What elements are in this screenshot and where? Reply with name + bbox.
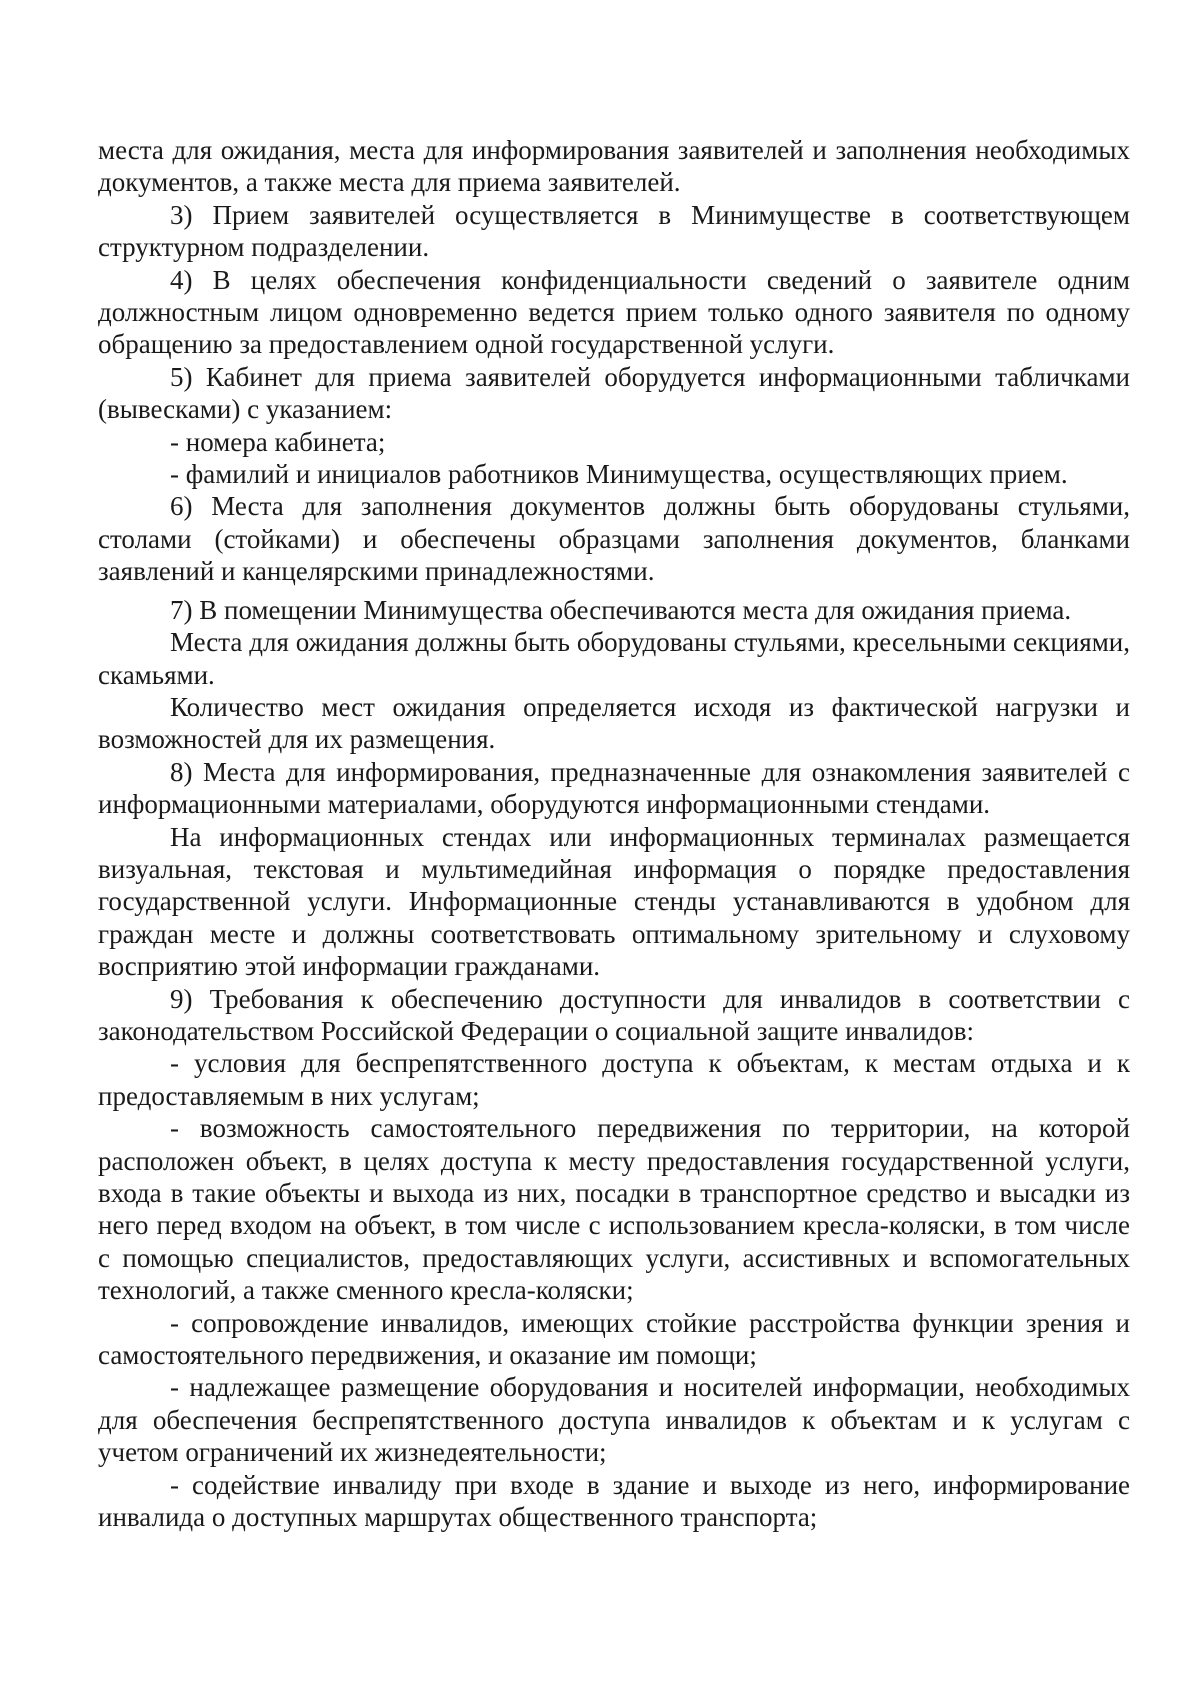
- paragraph-item-7: 7) В помещении Минимущества обеспечиваются места для ожидания приема.: [170, 594, 1072, 625]
- list-item-accompaniment: - сопровождение инвалидов, имеющих стойкие расстройства функции зрения и самостоятельного передвижения, и оказание им помощи;: [98, 1307, 1130, 1371]
- paragraph-item-4: 4) В целях обеспечения конфиденциальности сведений о заявителе одним должностным лицом одновременно ведется прием только одного заявителя по одному обращению за предоставлением одной государственной услуги.: [98, 264, 1130, 360]
- paragraph-waiting-places: Места для ожидания должны быть оборудованы стульями, кресельными секциями, скамьями.: [98, 627, 1130, 690]
- paragraph-item-5: 5) Кабинет для приема заявителей оборудуется информационными табличками (вывесками) с указанием:: [98, 361, 1130, 425]
- list-item-equipment-placement: - надлежащее размещение оборудования и носителей информации, необходимых для обеспечения беспрепятственного доступа инвалидов к объектам и к услугам с учетом ограничений их жизнедеятельности;: [98, 1372, 1130, 1468]
- paragraph-item-6: 6) Места для заполнения документов должны быть оборудованы стульями, столами (стойками) и обеспечены образцами заполнения документов, бланками заявлений и канцелярскими принадлежностями.: [98, 491, 1130, 587]
- paragraph-continuation: места для ожидания, места для информирования заявителей и заполнения необходимых документов, а также места для приема заявителей.: [98, 135, 1130, 198]
- list-item-cabinet-number: - номера кабинета;: [170, 426, 386, 457]
- list-item-entrance-assistance: - содействие инвалиду при входе в здание и выходе из него, информирование инвалида о доступных маршрутах общественного транспорта;: [98, 1469, 1130, 1533]
- paragraph-waiting-count: Количество мест ожидания определяется исходя из фактической нагрузки и возможностей для их размещения.: [98, 691, 1130, 755]
- paragraph-item-9: 9) Требования к обеспечению доступности для инвалидов в соответствии с законодательством Российской Федерации о социальной защите инвалидов:: [98, 983, 1130, 1046]
- paragraph-item-3: 3) Прием заявителей осуществляется в Минимуществе в соответствующем структурном подразделении.: [98, 199, 1130, 263]
- document-page: [98, 134, 1130, 1533]
- paragraph-item-8: 8) Места для информирования, предназначенные для ознакомления заявителей с информационными материалами, оборудуются информационными стендами.: [98, 756, 1130, 820]
- list-item-access-conditions: - условия для беспрепятственного доступа к объектам, к местам отдыха и к предоставляемым в них услугам;: [98, 1048, 1130, 1111]
- list-item-independent-movement: - возможность самостоятельного передвижения по территории, на которой расположен объект, в целях доступа к месту предоставления государственной услуги, входа в такие объекты и выхода из них, посадки в транспортное средство и высадки из него перед входом на объект, в том числе с использованием кресла-коляски, в том числе с помощью специалистов, предоставляющих услуги, ассистивных и вспомогательных технологий, а также сменного кресла-коляски;: [98, 1113, 1130, 1306]
- list-item-staff-names: - фамилий и инициалов работников Минимущества, осуществляющих прием.: [170, 459, 1068, 490]
- paragraph-info-stands: На информационных стендах или информационных терминалах размещается визуальная, текстовая и мультимедийная информация о порядке предоставления государственной услуги. Информационные стенды устанавливаются в удобном для граждан месте и должны соответствовать оптимальному зрительному и слуховому восприятию этой информации гражданами.: [98, 821, 1130, 982]
